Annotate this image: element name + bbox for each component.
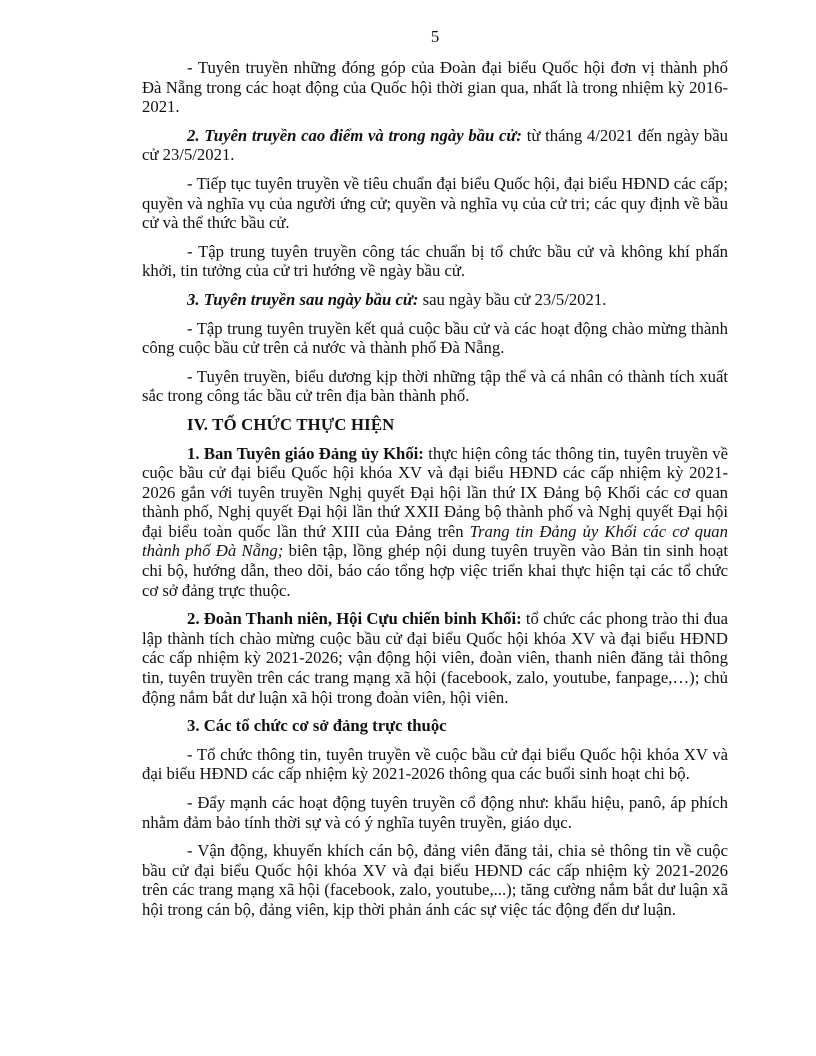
- phase-1-item: - Tuyên truyền những đóng góp của Đoàn đại biểu Quốc hội đơn vị thành phố Đà Nẵng trong các hoạt động của Quốc hội thời gian qua, nhất là trong nhiệm kỳ 2016-2021.: [142, 58, 728, 117]
- phase-3-item: - Tập trung tuyên truyền kết quả cuộc bầu cử và các hoạt động chào mừng thành công cuộc bầu cử trên cả nước và thành phố Đà Nẵng.: [142, 318, 728, 358]
- unit-2-paragraph: [142, 609, 728, 707]
- unit-3-item: - Tổ chức thông tin, tuyên truyền về cuộc bầu cử đại biểu Quốc hội khóa XV và đại biểu HĐND các cấp nhiệm kỳ 2021-2026 thông qua các buổi sinh hoạt chi bộ.: [142, 744, 728, 784]
- unit-3-item: - Đẩy mạnh các hoạt động tuyên truyền cổ động như: khẩu hiệu, panô, áp phích nhằm đảm bảo tính thời sự và có ý nghĩa tuyên truyền, giáo dục.: [142, 793, 728, 832]
- unit-1-text-before: thực hiện công tác thông tin, tuyên truyền về cuộc bầu cử đại biểu Quốc hội khóa XV và đại biểu HĐND các cấp nhiệm kỳ 2021-2026 gắn với tuyên truyền Nghị quyết Đại hội lần thứ IX Đảng bộ Khối các cơ quan thành phố, Nghị quyết Đại hội lần thứ XXII Đảng bộ thành phố và Nghị quyết Đại hội đại biểu toàn quốc lần thứ XIII của Đảng trên: [142, 443, 728, 541]
- phase-3-item: - Tuyên truyền, biểu dương kịp thời những tập thể và cá nhân có thành tích xuất sắc trong công tác bầu cử trên địa bàn thành phố.: [142, 366, 728, 406]
- phase-3-heading-paragraph: [142, 290, 728, 310]
- page-number: 5: [430, 27, 440, 46]
- unit-2-text: tổ chức các phong trào thi đua lập thành tích chào mừng cuộc bầu cử đại biểu Quốc hội khóa XV và đại biểu HĐND các cấp nhiệm kỳ 2021-2026; vận động hội viên, đoàn viên, thanh niên đăng tải thông tin, tuyên truyền trên các trang mạng xã hội (facebook, zalo, youtube, fanpage,…); chủ động nắm bắt dư luận xã hội trong đoàn viên, hội viên.: [142, 609, 729, 707]
- phase-2-text: từ tháng 4/2021 đến ngày bầu cử 23/5/2021.: [142, 125, 728, 165]
- section-iv-heading: IV. TỔ CHỨC THỰC HIỆN: [187, 414, 395, 434]
- phase-2-heading: 2. Tuyên truyền cao điểm và trong ngày bầu cử:: [187, 125, 522, 145]
- unit-3-label: 3. Các tổ chức cơ sở đảng trực thuộc: [187, 716, 447, 736]
- phase-3-text: sau ngày bầu cử 23/5/2021.: [418, 289, 607, 309]
- unit-1-text-after: biên tập, lồng ghép nội dung tuyên truyền vào Bản tin sinh hoạt chi bộ, hướng dẫn, theo dõi, báo cáo tổng hợp việc triển khai thực hiện tại các tổ chức cơ sở đảng trực thuộc.: [142, 541, 728, 600]
- phase-2-item: - Tiếp tục tuyên truyền về tiêu chuẩn đại biểu Quốc hội, đại biểu HĐND các cấp; quyền và nghĩa vụ của người ứng cử; quyền và nghĩa vụ của cử tri; các quy định về bầu cử và thể thức bầu cử.: [142, 173, 728, 233]
- phase-3-heading: 3. Tuyên truyền sau ngày bầu cử:: [187, 289, 419, 309]
- unit-1-paragraph: [142, 444, 728, 601]
- phase-2-item: - Tập trung tuyên truyền công tác chuẩn bị tổ chức bầu cử và không khí phấn khởi, tin tưởng của cử tri hướng về ngày bầu cử.: [142, 241, 728, 281]
- document-body: [142, 58, 728, 929]
- unit-3-item: - Vận động, khuyến khích cán bộ, đảng viên đăng tải, chia sẻ thông tin về cuộc bầu cử đại biểu Quốc hội khóa XV và đại biểu HĐND các cấp nhiệm kỳ 2021-2026 trên các trang mạng xã hội (facebook, zalo, youtube,...); tăng cường nắm bắt dư luận xã hội trong cán bộ, đảng viên, kịp thời phản ánh các sự việc tác động đến dư luận.: [142, 841, 728, 919]
- unit-1-italic-text: Trang tin Đảng ủy Khối các cơ quan thành phố Đà Nẵng;: [142, 521, 728, 561]
- unit-2-label: 2. Đoàn Thanh niên, Hội Cựu chiến binh Khối:: [187, 609, 522, 629]
- phase-2-heading-paragraph: [142, 126, 728, 165]
- unit-1-label: 1. Ban Tuyên giáo Đảng ủy Khối:: [187, 443, 424, 463]
